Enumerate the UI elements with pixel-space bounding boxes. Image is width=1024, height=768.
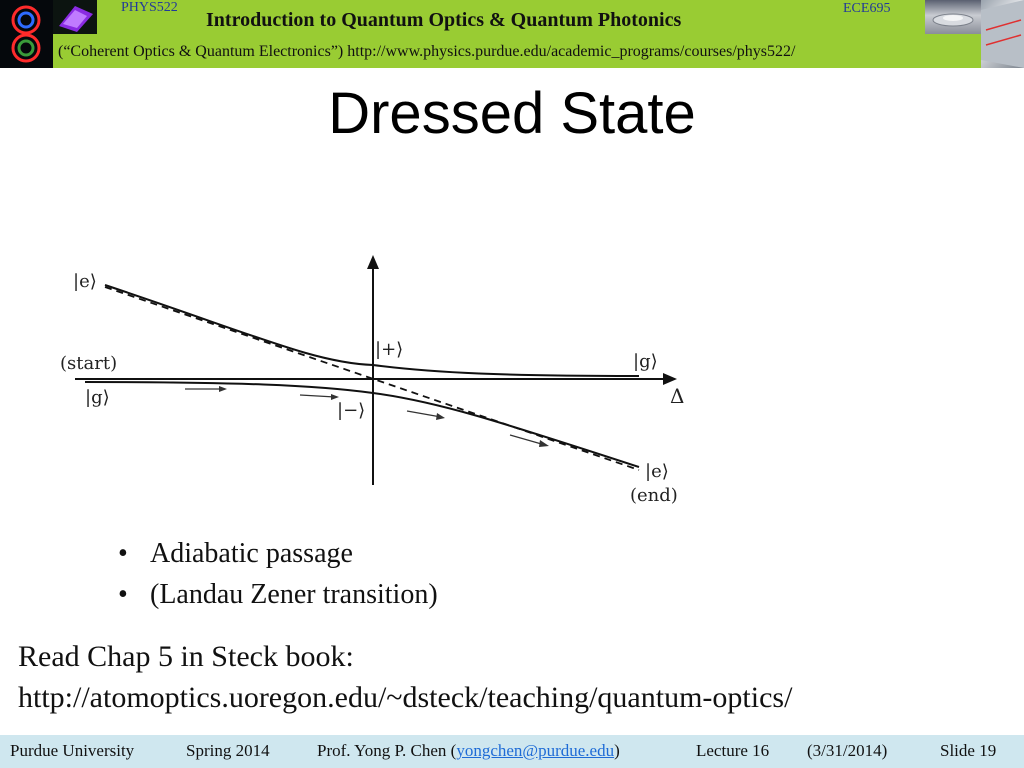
- dressed-state-diagram: [55, 245, 705, 515]
- header-chip-image: [981, 0, 1024, 68]
- bullet-marker: •: [118, 579, 128, 610]
- footer-instructor-suffix: ): [614, 741, 620, 760]
- header-photonic-image: [53, 0, 97, 34]
- label-e-bottom: |e⟩: [645, 461, 669, 482]
- label-start: (start): [60, 353, 118, 374]
- footer-slide-number: Slide 19: [940, 741, 997, 760]
- label-e-top: |e⟩: [73, 271, 97, 292]
- label-delta: Δ: [670, 384, 685, 408]
- label-minus: |−⟩: [337, 400, 366, 421]
- footer-instructor: [317, 741, 620, 761]
- bullet-item: [110, 579, 438, 620]
- label-g-right: |g⟩: [633, 351, 658, 372]
- bullet-list: [110, 538, 438, 620]
- lower-adiabatic-curve: [85, 382, 639, 467]
- footer-date: (3/31/2014): [807, 741, 888, 760]
- footer-email-link[interactable]: yongchen@purdue.edu: [456, 741, 615, 760]
- course-code-right: ECE695: [843, 1, 891, 16]
- course-title: Introduction to Quantum Optics & Quantum Photonics: [206, 9, 682, 31]
- path-arrow-2: [300, 395, 335, 397]
- label-g-left: |g⟩: [85, 387, 110, 408]
- label-end: (end): [630, 485, 678, 506]
- footer-term: Spring 2014: [186, 741, 270, 760]
- course-code-left: PHYS522: [121, 0, 178, 15]
- course-subtitle: (“Coherent Optics & Quantum Electronics”) http://www.physics.purdue.edu/academic_programs/courses/phys522/: [58, 43, 796, 60]
- path-arrow-3: [407, 411, 441, 417]
- footer-lecture: Lecture 16: [696, 741, 770, 760]
- footer-instructor-prefix: Prof. Yong P. Chen (: [317, 741, 457, 760]
- footer-university: Purdue University: [10, 741, 135, 760]
- header-device-image: [925, 0, 981, 34]
- reading-note: Read Chap 5 in Steck book:: [18, 640, 354, 673]
- bullet-item: [110, 538, 438, 579]
- slide-title: Dressed State: [328, 81, 696, 146]
- bullet-text: (Landau Zener transition): [150, 579, 438, 610]
- vertical-axis-arrow: [367, 255, 379, 269]
- label-plus: |+⟩: [375, 339, 404, 360]
- bullet-marker: •: [118, 538, 128, 569]
- reading-url[interactable]: http://atomoptics.uoregon.edu/~dsteck/teaching/quantum-optics/: [18, 681, 793, 714]
- bullet-text: Adiabatic passage: [150, 538, 353, 569]
- header-logo-image: [0, 0, 53, 68]
